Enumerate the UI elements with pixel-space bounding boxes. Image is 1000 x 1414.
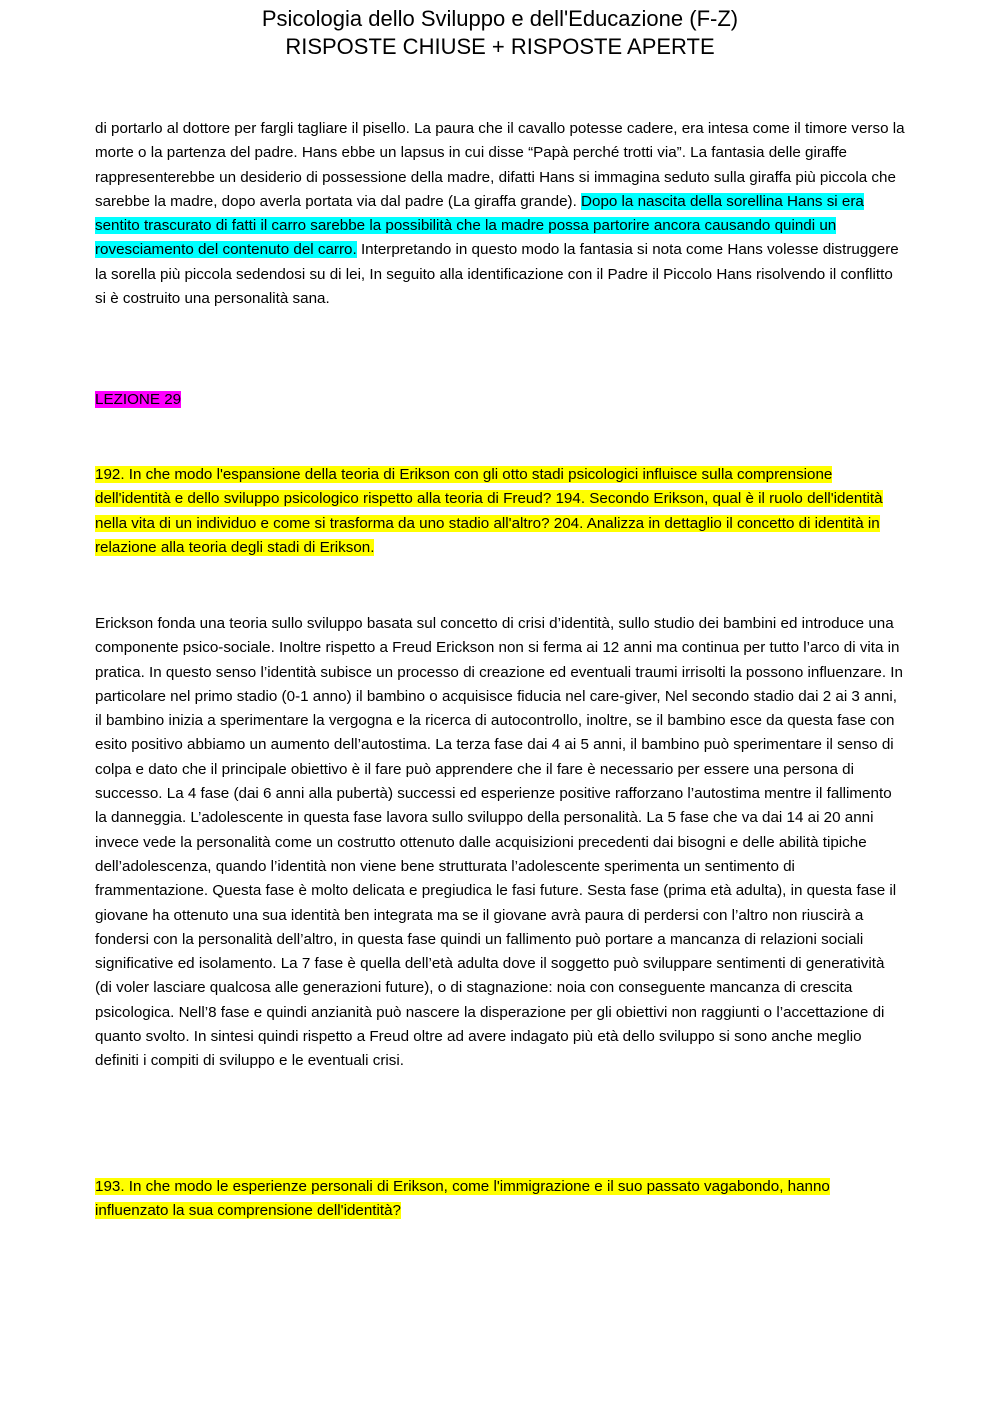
question-193 (95, 1175, 905, 1224)
lesson-label: LEZIONE 29 (95, 391, 182, 408)
intro-text-after: Interpretando in questo modo la fantasia si nota come Hans volesse distruggere la sorella più piccola sedendosi su di lei, In seguito alla identificazione con il Padre il Piccolo Hans risolvendo il conflitto si è costruito una personalità sana. (95, 241, 899, 308)
question-192 (95, 463, 905, 560)
lesson-heading (95, 388, 905, 412)
header-title-line-1: Psicologia dello Sviluppo e dell'Educazione (F-Z) (261, 6, 739, 31)
header-title-line-2: RISPOSTE CHIUSE + RISPOSTE APERTE (285, 34, 715, 59)
question-193-text: 193. In che modo le esperienze personali di Erikson, come l'immigrazione e il suo passato vagabondo, hanno influenzato la sua comprensione dell'identità? (95, 1178, 830, 1220)
document-header (0, 5, 1000, 61)
intro-highlighted-text: Dopo la nascita della sorellina Hans si era sentito trascurato di fatti il carro sarebbe la possibilità che la madre possa partorire ancora causando quindi un rovesciamento del contenuto del carro. (95, 192, 864, 259)
intro-paragraph (95, 117, 905, 311)
question-192-text: 192. In che modo l'espansione della teoria di Erikson con gli otto stadi psicologici influisce sulla comprensione dell'identità e dello sviluppo psicologico rispetto alla teoria di Freud? 194. Secondo Erikson, qual è il ruolo dell'identità nella vita di un individuo e come si trasforma da uno stadio all'altro? 204. Analizza in dettaglio il concetto di identità in relazione alla teoria degli stadi di Erikson. (95, 466, 883, 556)
intro-text-before: di portarlo al dottore per fargli tagliare il pisello. La paura che il cavallo potesse cadere, era intesa come il timore verso la morte o la partenza del padre. Hans ebbe un lapsus in cui disse “Papà perché trotti via”. La fantasia delle giraffe rappresenterebbe un desiderio di possessione della madre, difatti Hans si immagina seduto sulla giraffa più piccola che sarebbe la madre, dopo averla portata via dal padre (La giraffa grande). (95, 120, 905, 210)
answer-paragraph: Erickson fonda una teoria sullo sviluppo basata sul concetto di crisi d’identità, sullo studio dei bambini ed introduce una componente psico-sociale. Inoltre rispetto a Freud Erickson non si ferma ai 12 anni ma continua per tutto l’arco di vita in pratica. In questo senso l’identità subisce un processo di creazione ed eventuali traumi irrisolti la possono influenzare. In particolare nel primo stadio (0-1 anno) il bambino o acquisisce fiducia nel care-giver, Nel secondo stadio dai 2 ai 3 anni, il bambino inizia a sperimentare la vergogna e la ricerca di autocontrollo, inoltre, se il bambino esce da questa fase con esito positivo abbiamo un aumento dell’autostima. La terza fase dai 4 ai 5 anni, il bambino può sperimentare il senso di colpa e dato che il principale obiettivo è il fare può apprendere che il fare è necessario per essere una persona di successo. La 4 fase (dai 6 anni alla pubertà) successi ed esperienze positive rafforzano l’autostima mentre il fallimento la danneggia. L’adolescente in questa fase lavora sullo sviluppo della personalità. La 5 fase che va dai 14 ai 20 anni invece vede la personalità come un costrutto ottenuto dalle acquisizioni precedenti dai bisogni e delle abilità tipiche dell’adolescenza, quando l’identità non viene bene strutturata l’adolescente sperimenta un sentimento di frammentazione. Questa fase è molto delicata e pregiudica le fasi future. Sesta fase (prima età adulta), in questa fase il giovane ha ottenuto una sua identità ben integrata ma se il giovane avrà paura di perdersi con l’altro non riuscirà a fondersi con la personalità dell’altro, in questa fase quindi un fallimento può portare a mancanza di relazioni sociali significative ed isolamento. La 7 fase è quella dell’età adulta dove il soggetto può sviluppare sentimenti di generatività (di voler lasciare qualcosa alle generazioni future), o di stagnazione: noia con conseguente mancanza di crescita psicologica. Nell’8 fase e quindi anzianità può nascere la disperazione per gli obiettivi non raggiunti o l’accettazione di quanto svolto. In sintesi quindi rispetto a Freud oltre ad avere indagato più età dello sviluppo si sono anche meglio definiti i compiti di sviluppo e le eventuali crisi. (95, 615, 903, 1070)
